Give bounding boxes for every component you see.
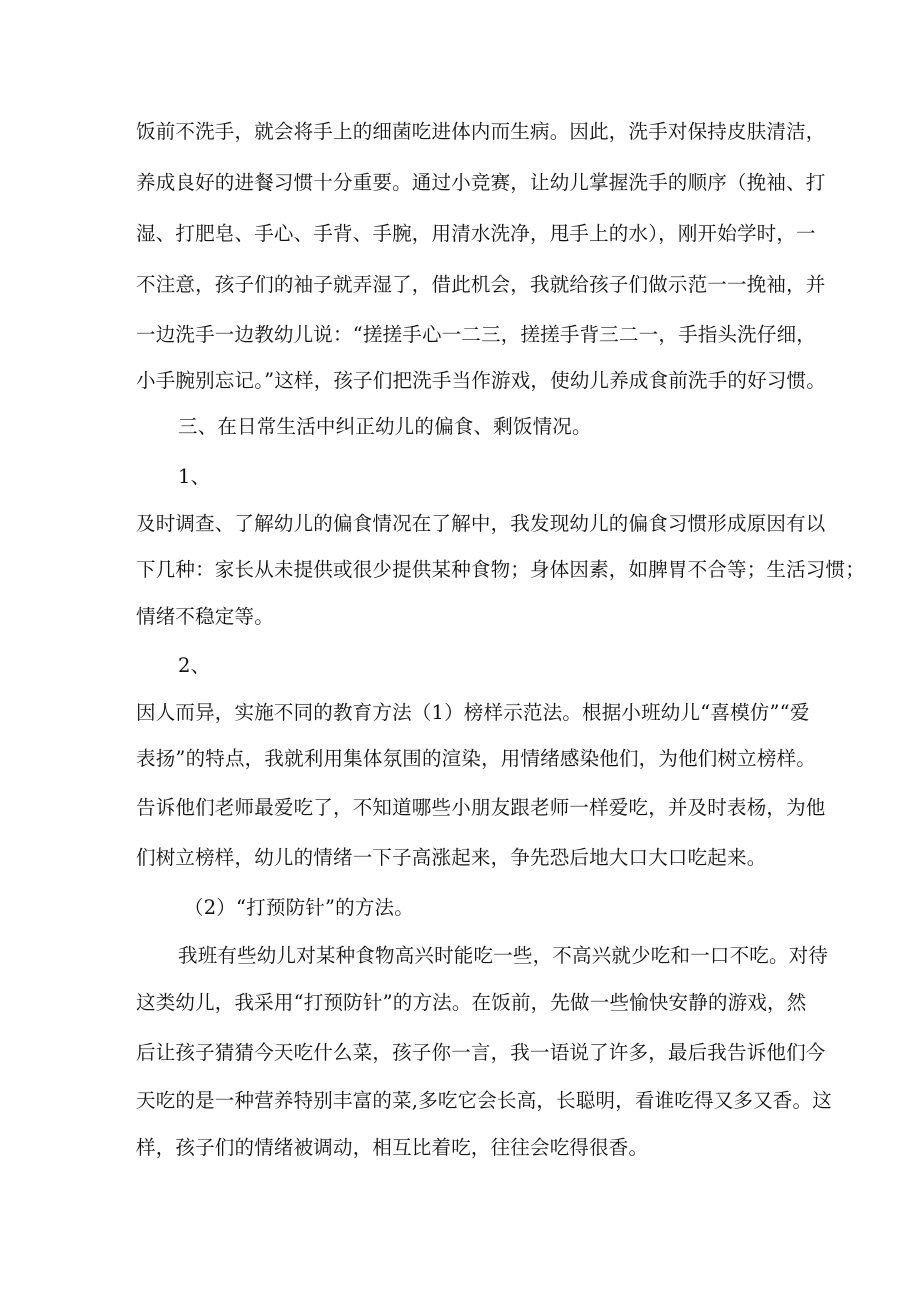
text-line: 小手腕别忘记。”这样，孩子们把洗手当作游戏，使幼儿养成食前洗手的好习惯。: [136, 369, 826, 392]
text-line: 不注意，孩子们的袖子就弄湿了，借此机会，我就给孩子们做示范一一挽袖，并: [136, 273, 826, 296]
text-line: 一边洗手一边教幼儿说：“搓搓手心一二三，搓搓手背三二一，手指头洗仔细，: [136, 323, 816, 346]
list-number: 2、: [178, 654, 211, 677]
text-line: 情绪不稳定等。: [136, 605, 274, 628]
text-line: 们树立榜样，幼儿的情绪一下子高涨起来，争先恐后地大口大口吃起来。: [136, 846, 767, 869]
text-line: 及时调查、了解幼儿的偏食情况在了解中，我发现幼儿的偏食习惯形成原因有以: [136, 512, 826, 535]
text-line: 下几种：家长从未提供或很少提供某种食物；身体因素，如脾胃不合等；生活习惯；: [136, 558, 865, 581]
text-line: 样，孩子们的情绪被调动，相互比着吃，往往会吃得很香。: [136, 1136, 649, 1159]
text-line: 告诉他们老师最爱吃了，不知道哪些小朋友跟老师一样爱吃，并及时表杨，为他: [136, 796, 826, 819]
text-line: 表扬”的特点，我就利用集体氛围的渲染，用情绪感染他们，为他们树立榜样。: [136, 747, 816, 770]
section-heading: 三、在日常生活中纠正幼儿的偏食、剩饭情况。: [178, 415, 592, 438]
text-line: 这类幼儿，我采用“打预防针”的方法。在饭前，先做一些愉快安静的游戏，然: [136, 991, 807, 1014]
list-number: 1、: [178, 465, 211, 488]
text-line: 因人而异，实施不同的教育方法（1）榜样示范法。根据小班幼儿“喜模仿”“爱: [136, 701, 810, 724]
text-line: 养成良好的进餐习惯十分重要。通过小竞赛，让幼儿掌握洗手的顺序（挽袖、打: [136, 171, 826, 194]
text-line: 后让孩子猜猜今天吃什么菜，孩子你一言，我一语说了许多，最后我告诉他们今: [136, 1041, 826, 1064]
text-line: 我班有些幼儿对某种食物高兴时能吃一些，不高兴就少吃和一口不吃。对待: [178, 944, 829, 967]
subheading: （2）“打预防针”的方法。: [184, 896, 414, 919]
text-line: 天吃的是一种营养特别丰富的菜,多吃它会长高，长聪明，看谁吃得又多又香。这: [136, 1089, 832, 1112]
text-line: 湿、打肥皂、手心、手背、手腕，用清水洗净，甩手上的水），刚开始学时，一: [136, 222, 816, 245]
text-line: 饭前不洗手，就会将手上的细菌吃进体内而生病。因此，洗手对保持皮肤清洁，: [136, 120, 826, 143]
